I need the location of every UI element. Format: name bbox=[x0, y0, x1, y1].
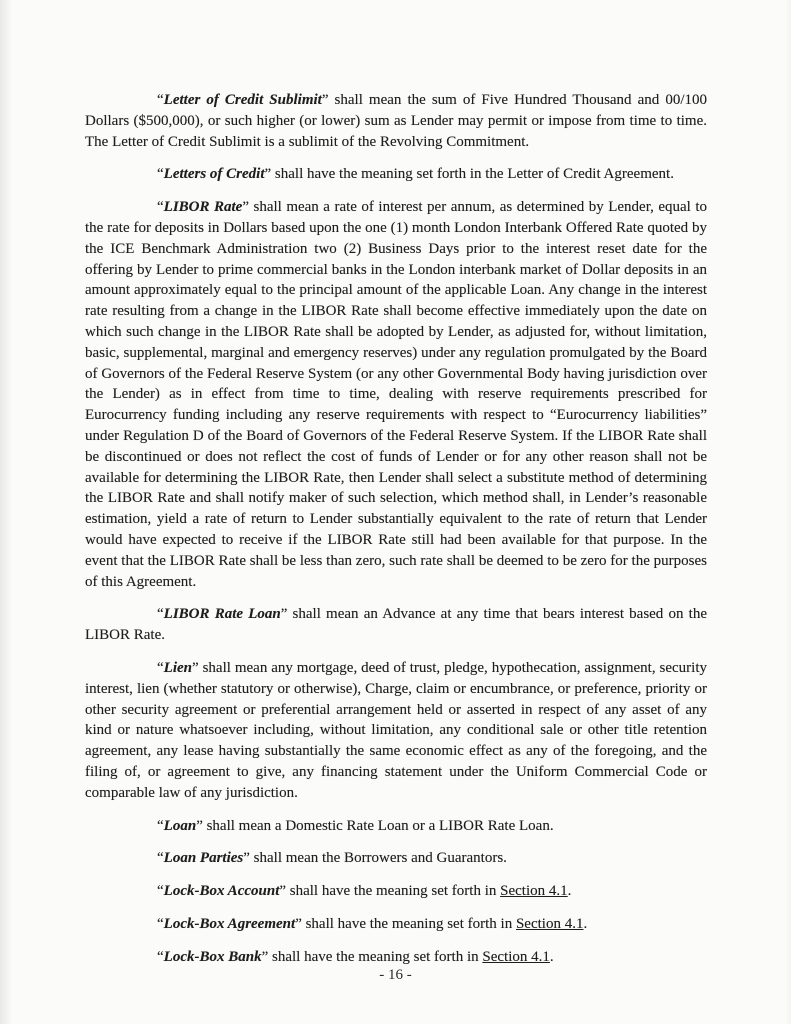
section-reference: Section 4.1 bbox=[482, 948, 550, 965]
text-run: “ bbox=[157, 659, 164, 676]
definition-letter-of-credit-sublimit bbox=[85, 90, 707, 152]
definitions-section bbox=[85, 90, 707, 967]
text-run: ” shall have the meaning set forth in bbox=[295, 915, 516, 932]
section-reference: Section 4.1 bbox=[500, 883, 568, 900]
definition-loan-parties bbox=[85, 848, 707, 869]
text-run: “ bbox=[157, 915, 164, 932]
defined-term: Lock-Box Bank bbox=[163, 948, 262, 965]
defined-term: LIBOR Rate Loan bbox=[163, 606, 281, 623]
text-run: “ bbox=[157, 948, 164, 965]
defined-term: Loan Parties bbox=[163, 850, 244, 867]
text-run: . bbox=[583, 915, 588, 932]
text-run: ” shall have the meaning set forth in bbox=[261, 948, 483, 965]
text-run: “ bbox=[157, 606, 164, 623]
text-run: “ bbox=[157, 166, 164, 183]
text-run: ” shall mean any mortgage, deed of trust, pledge, hypothecation, assignment, security interest, lien (whether statutory or otherwise), Charge, claim or encumbrance, or preference, priority or other security agreement or preferential arrangement held or asserted in respect of any asset of any kind or nature whatsoever including, without limitation, any conditional sale or other title retention agreement, any lease having substantially the same economic effect as any of the foregoing, and the filing of, or agreement to give, any financing statement under the Uniform Commercial Code or comparable law of any jurisdiction. bbox=[85, 659, 707, 801]
page-content bbox=[85, 90, 707, 979]
text-run: “ bbox=[157, 92, 164, 108]
text-run: “ bbox=[157, 850, 164, 867]
text-run: ” shall mean an Advance at any time that bears interest based on the LIBOR Rate. bbox=[85, 606, 707, 644]
text-run: ” shall have the meaning set forth in bbox=[279, 883, 501, 900]
defined-term: Lock-Box Agreement bbox=[163, 915, 296, 932]
definition-libor-rate-loan bbox=[85, 604, 707, 646]
defined-term: Lock-Box Account bbox=[163, 883, 280, 900]
definition-letters-of-credit bbox=[85, 164, 707, 185]
text-run: ” shall mean a Domestic Rate Loan or a LIBOR Rate Loan. bbox=[196, 817, 554, 834]
definition-loan bbox=[85, 816, 707, 837]
text-run: ” shall mean a rate of interest per annum, as determined by Lender, equal to the rate for deposits in Dollars based upon the one (1) month London Interbank Offered Rate quoted by the ICE Benchmark Administration two (2) Business Days prior to the interest reset date for the offering by Lender to prime commercial banks in the London interbank market of Dollar deposits in an amount approximately equal to the principal amount of the applicable Loan. Any change in the interest rate resulting from a change in the LIBOR Rate shall become effective immediately upon the date on which such change in the LIBOR Rate shall be adopted by Lender, as adjusted for, without limitation, basic, supplemental, marginal and emergency reserves) under any regulation promulgated by the Board of Governors of the Federal Reserve System (or any other Governmental Body having jurisdiction over the Lender) as in effect from time to time, dealing with reserve requirements prescribed for Eurocurrency funding including any reserve requirements with respect to “Eurocurrency liabilities” under Regulation D of the Board of Governors of the Federal Reserve System. If the LIBOR Rate shall be discontinued or does not reflect the cost of funds of Lender or for any other reason shall not be available for determining the LIBOR Rate, then Lender shall select a substitute method of determining the LIBOR Rate and shall notify maker of such selection, which method shall, in Lender’s reasonable estimation, yield a rate of return to Lender substantially equivalent to the rate of return that Lender would have expected to receive if the LIBOR Rate still had been available for that purpose. In the event that the LIBOR Rate shall be less than zero, such rate shall be deemed to be zero for the purposes of this Agreement. bbox=[85, 199, 707, 590]
text-run: ” shall have the meaning set forth in the Letter of Credit Agreement. bbox=[264, 166, 674, 183]
page-number: - 16 - bbox=[379, 967, 412, 984]
text-run: ” shall mean the sum of Five Hundred Thousand and 00/100 Dollars ($500,000), or such higher (or lower) sum as Lender may permit or impose from time to time. The Letter of Credit Sublimit is a sublimit of the Revolving Commitment. bbox=[85, 92, 707, 150]
text-run: “ bbox=[157, 817, 164, 834]
section-reference: Section 4.1 bbox=[515, 915, 584, 932]
definition-lock-box-account bbox=[85, 881, 707, 902]
text-run: “ bbox=[157, 199, 164, 216]
defined-term: LIBOR Rate bbox=[163, 199, 243, 216]
defined-term: Letters of Credit bbox=[163, 166, 265, 183]
definition-lien bbox=[85, 658, 707, 804]
text-run: ” shall mean the Borrowers and Guarantors. bbox=[243, 850, 507, 867]
text-run: . bbox=[567, 883, 572, 900]
text-run: “ bbox=[157, 883, 164, 900]
defined-term: Loan bbox=[163, 817, 197, 834]
defined-term: Lien bbox=[163, 659, 193, 676]
definition-libor-rate bbox=[85, 197, 707, 592]
text-run: . bbox=[549, 948, 554, 965]
definition-lock-box-agreement bbox=[85, 914, 707, 935]
defined-term: Letter of Credit Sublimit bbox=[163, 92, 322, 108]
